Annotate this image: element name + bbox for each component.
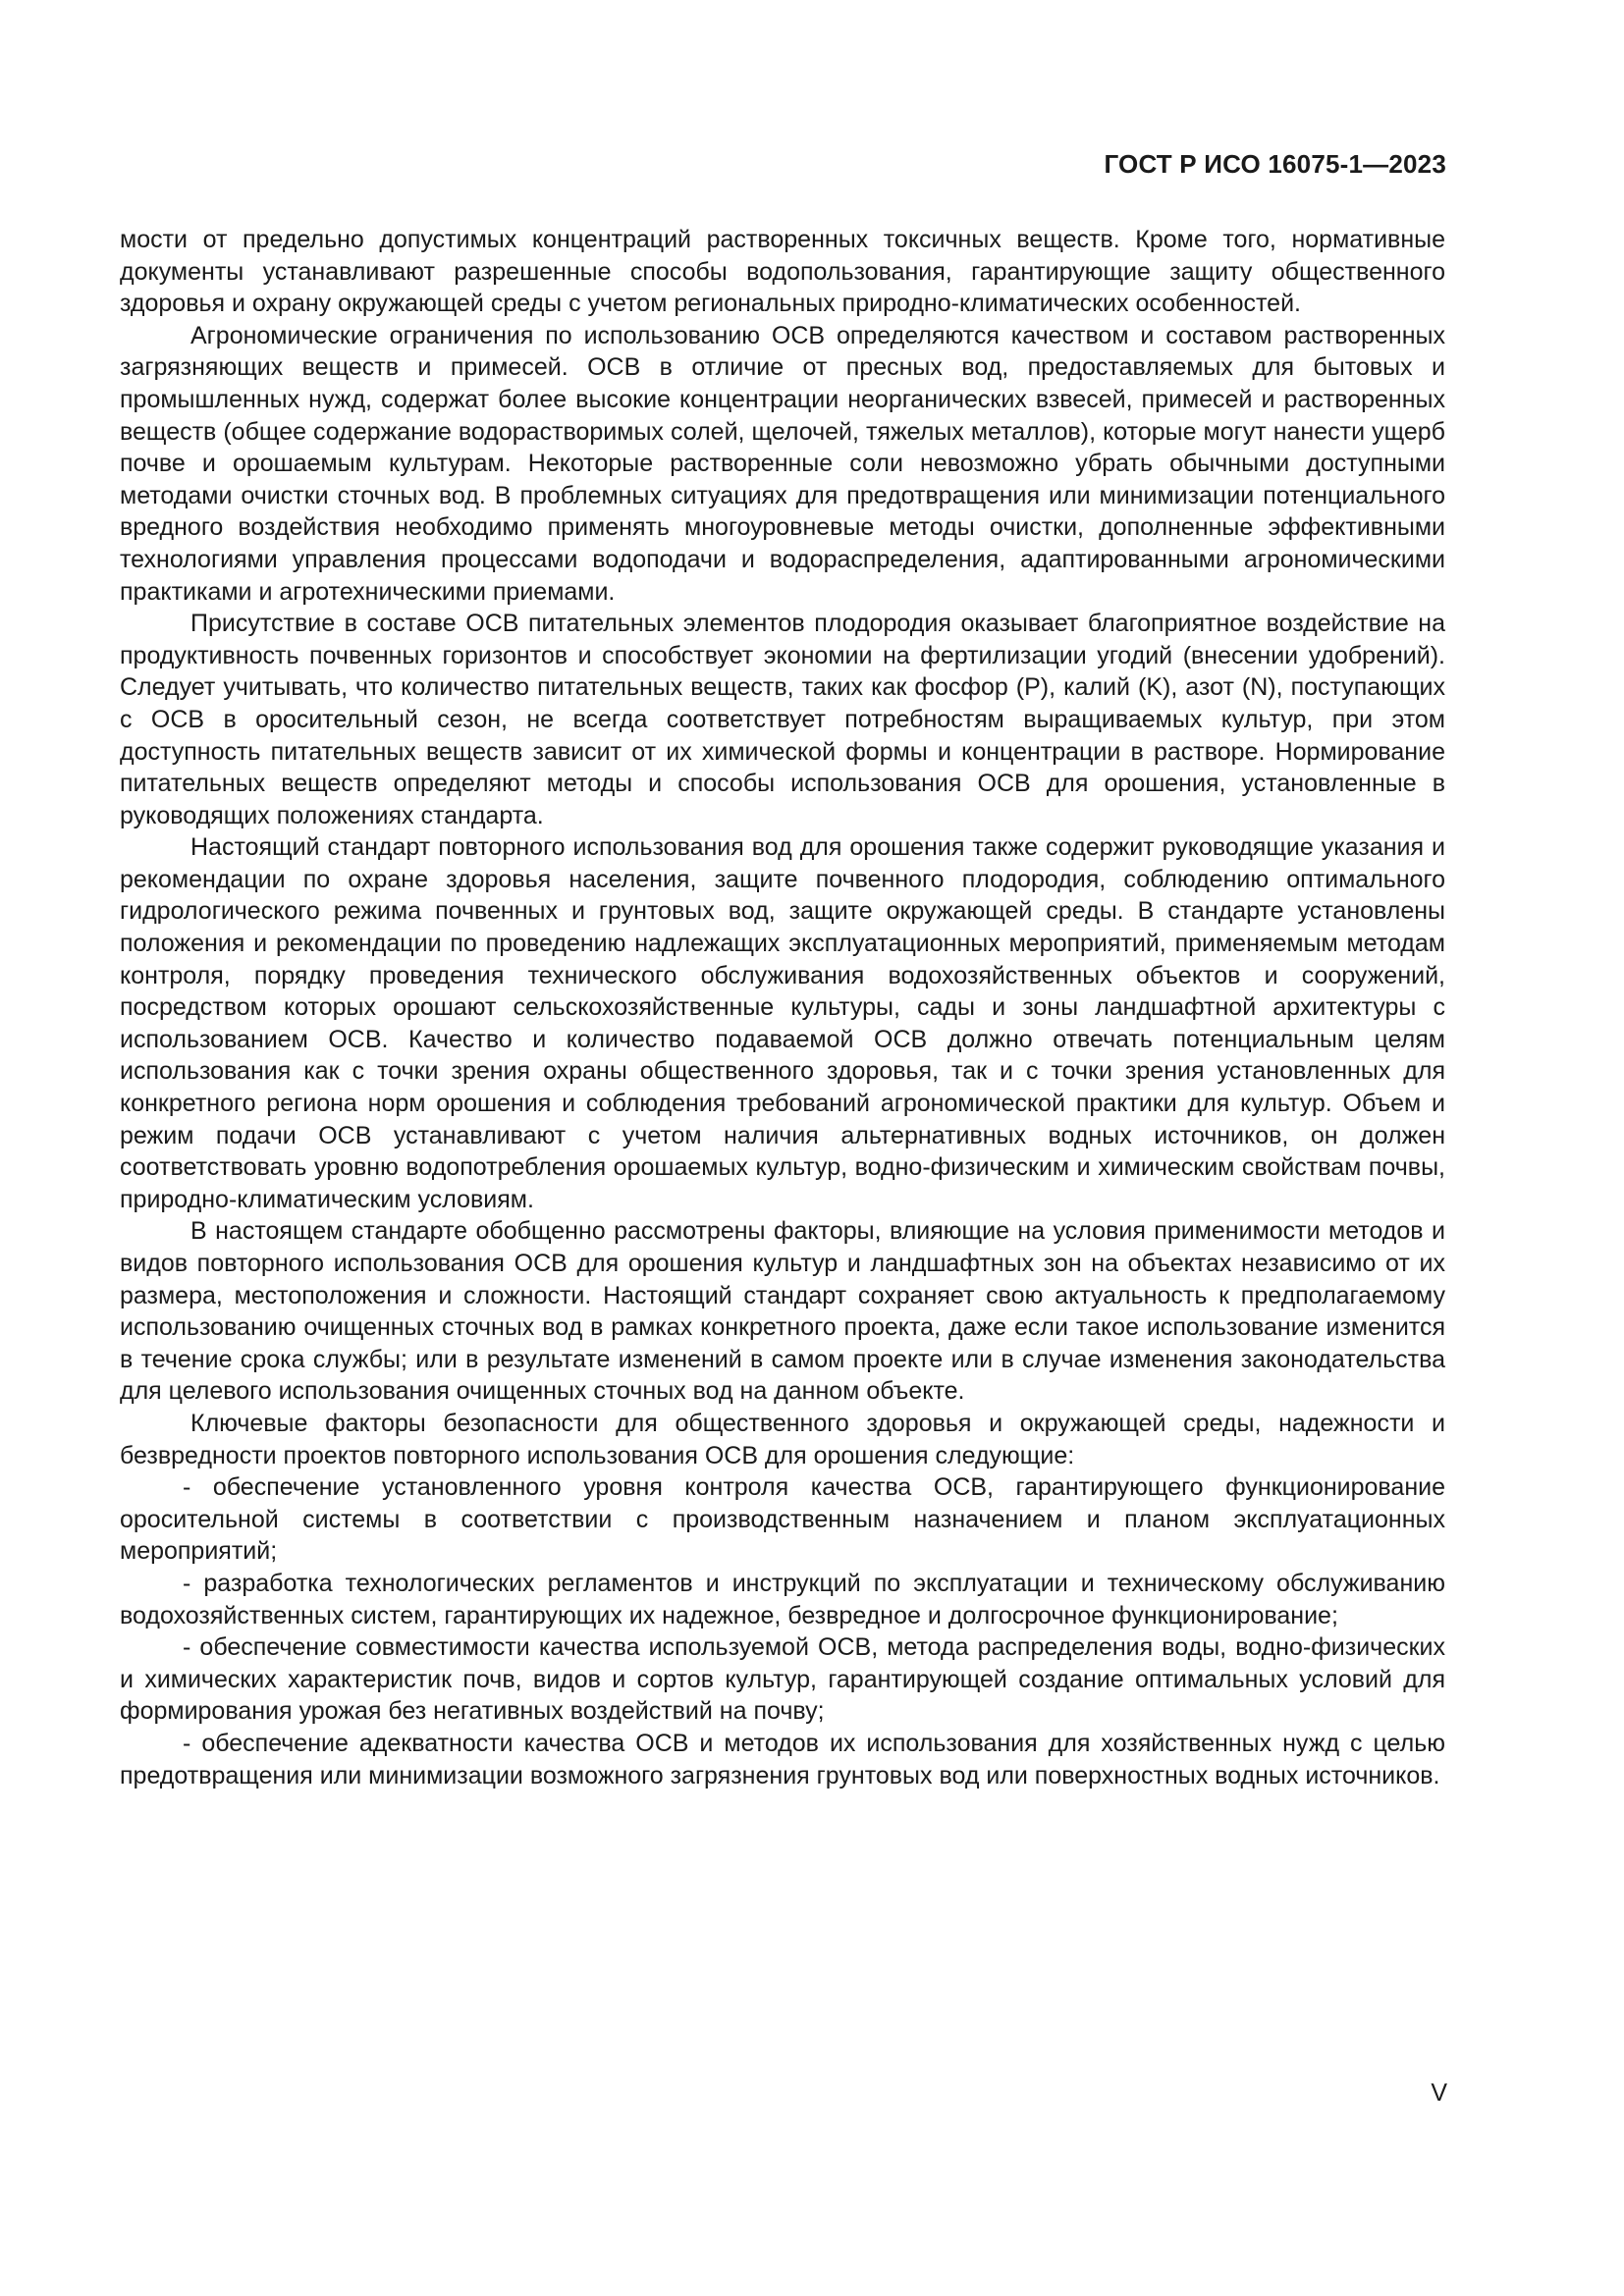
paragraph-continuation: мости от предельно допустимых концентраций растворенных токсичных веществ. Кроме того, нормативные документы устанавливают разрешенные способы водопользования, гарантирующие защиту общественного здоровья и охрану окружающей среды с учетом региональных природно-климатических особенностей. bbox=[120, 226, 1445, 318]
paragraph-key-factors-intro: Ключевые факторы безопасности для общественного здоровья и окружающей среды, надежности и безвредности проектов повторного использования ОСВ для орошения следующие: bbox=[120, 1409, 1445, 1469]
document-code-header: ГОСТ Р ИСО 16075-1—2023 bbox=[1104, 149, 1446, 179]
document-body bbox=[120, 224, 1445, 1791]
list-item-adequacy: - обеспечение адекватности качества ОСВ и методов их использования для хозяйственных нужд с целью предотвращения или минимизации возможного загрязнения грунтовых вод или поверхностных водных источников. bbox=[120, 1729, 1445, 1789]
page-number: V bbox=[1431, 2079, 1447, 2107]
list-item-quality-control: - обеспечение установленного уровня контроля качества ОСВ, гарантирующего функционирование оросительной системы в соответствии с производственным назначением и планом эксплуатационных мероприятий; bbox=[120, 1473, 1445, 1566]
paragraph-factors: В настоящем стандарте обобщенно рассмотрены факторы, влияющие на условия применимости методов и видов повторного использования ОСВ для орошения культур и ландшафтных зон на объектах независимо от их размера, местоположения и сложности. Настоящий стандарт сохраняет свою актуальность к предполагаемому использованию очищенных сточных вод в рамках конкретного проекта, даже если такое использование изменится в течение срока службы; или в результате изменений в самом проекте или в случае изменения законодательства для целевого использования очищенных сточных вод на данном объекте. bbox=[120, 1217, 1445, 1406]
paragraph-nutrients: Присутствие в составе ОСВ питательных элементов плодородия оказывает благоприятное воздействие на продуктивность почвенных горизонтов и способствует экономии на фертилизации угодий (внесении удобрений). Следует учитывать, что количество питательных веществ, таких как фосфор (P), калий (K), азот (N), поступающих с ОСВ в оросительный сезон, не всегда соответствует потребностям выращиваемых культур, при этом доступность питательных веществ зависит от их химической формы и концентрации в растворе. Нормирование питательных веществ определяют методы и способы использования ОСВ для орошения, установленные в руководящих положениях стандарта. bbox=[120, 610, 1445, 829]
paragraph-standard-guidance: Настоящий стандарт повторного использования вод для орошения также содержит руководящие указания и рекомендации по охране здоровья населения, защите почвенного плодородия, соблюдению оптимального гидрологического режима почвенных и грунтовых вод, защите окружающей среды. В стандарте установлены положения и рекомендации по проведению надлежащих эксплуатационных мероприятий, применяемым методам контроля, порядку проведения технического обслуживания водохозяйственных объектов и сооружений, посредством которых орошают сельскохозяйственные культуры, сады и зоны ландшафтной архитектуры с использованием ОСВ. Качество и количество подаваемой ОСВ должно отвечать потенциальным целям использования как с точки зрения охраны общественного здоровья, так и с точки зрения установленных для конкретного региона норм орошения и соблюдения требований агрономической практики для культур. Объем и режим подачи ОСВ устанавливают с учетом наличия альтернативных водных источников, он должен соответствовать уровню водопотребления орошаемых культур, водно-физическим и химическим свойствам почвы, природно-климатическим условиям. bbox=[120, 833, 1445, 1213]
list-item-compatibility: - обеспечение совместимости качества используемой ОСВ, метода распределения воды, водно-физических и химических характеристик почв, видов и сортов культур, гарантирующей создание оптимальных условий для формирования урожая без негативных воздействий на почву; bbox=[120, 1633, 1445, 1726]
paragraph-agronomic-limits: Агрономические ограничения по использованию ОСВ определяются качеством и составом растворенных загрязняющих веществ и примесей. ОСВ в отличие от пресных вод, предоставляемых для бытовых и промышленных нужд, содержат более высокие концентрации неорганических взвесей, примесей и растворенных веществ (общее содержание водорастворимых солей, щелочей, тяжелых металлов), которые могут нанести ущерб почве и орошаемым культурам. Некоторые растворенные соли невозможно убрать обычными доступными методами очистки сточных вод. В проблемных ситуациях для предотвращения или минимизации потенциального вредного воздействия необходимо применять многоуровневые методы очистки, дополненные эффективными технологиями управления процессами водоподачи и водораспределения, адаптированными агрономическими практиками и агротехническими приемами. bbox=[120, 321, 1445, 606]
list-item-regulations: - разработка технологических регламентов и инструкций по эксплуатации и техническому обслуживанию водохозяйственных систем, гарантирующих их надежное, безвредное и долгосрочное функционирование; bbox=[120, 1569, 1445, 1629]
